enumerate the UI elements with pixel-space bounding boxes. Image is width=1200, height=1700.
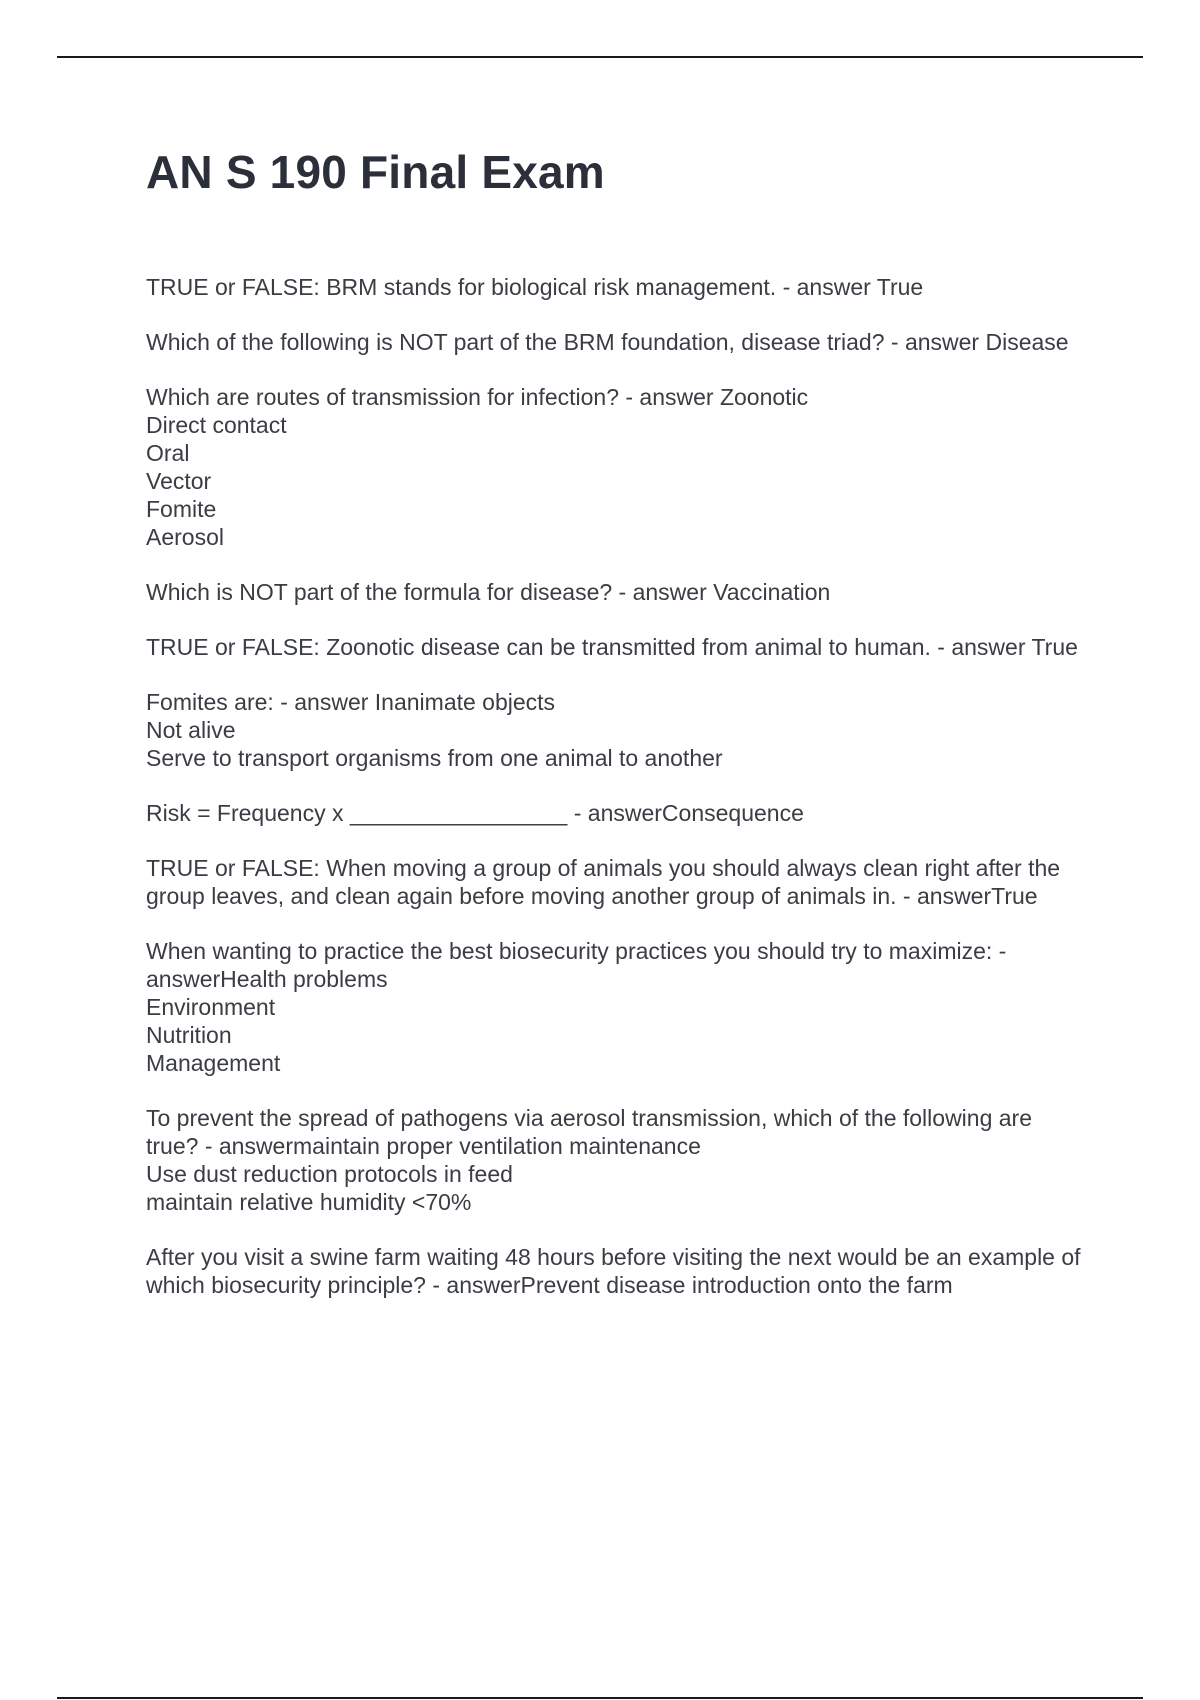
qa-line: maintain relative humidity <70% [146,1189,472,1215]
qa-item [146,383,1086,551]
qa-list [146,273,1086,1299]
qa-line: TRUE or FALSE: When moving a group of animals you should always clean right after the group leaves, and clean again before moving another group of animals in. - answerTrue [146,855,1061,909]
qa-item [146,854,1086,910]
qa-item [146,1243,1086,1299]
qa-line: TRUE or FALSE: Zoonotic disease can be transmitted from animal to human. - answer True [146,634,1078,660]
qa-line: Fomites are: - answer Inanimate objects [146,689,556,715]
qa-line: Management [146,1050,281,1076]
qa-line: Serve to transport organisms from one animal to another [146,745,723,771]
qa-line: Direct contact [146,412,287,438]
qa-line: After you visit a swine farm waiting 48 hours before visiting the next would be an example of which biosecurity principle? - answerPrevent disease introduction onto the farm [146,1244,1081,1298]
page-title: AN S 190 Final Exam [146,146,605,198]
qa-item [146,633,1086,661]
qa-line: Not alive [146,717,236,743]
qa-item [146,937,1086,1077]
qa-line: Which of the following is NOT part of the BRM foundation, disease triad? - answer Disease [146,329,1069,355]
qa-line: Nutrition [146,1022,232,1048]
qa-item [146,578,1086,606]
qa-line: Risk = Frequency x _________________ - answerConsequence [146,800,804,826]
qa-line: Environment [146,994,276,1020]
qa-line: Oral [146,440,190,466]
top-rule [57,56,1143,58]
qa-line: Which are routes of transmission for infection? - answer Zoonotic [146,384,809,410]
qa-item [146,799,1086,827]
qa-line: Fomite [146,496,217,522]
qa-line: To prevent the spread of pathogens via aerosol transmission, which of the following are true? - answermaintain proper ventilation maintenance [146,1105,1033,1159]
qa-line: Use dust reduction protocols in feed [146,1161,513,1187]
qa-line: When wanting to practice the best biosecurity practices you should try to maximize: - answerHealth problems [146,938,1007,992]
qa-item [146,273,1086,301]
qa-item [146,688,1086,772]
qa-line: TRUE or FALSE: BRM stands for biological risk management. - answer True [146,274,924,300]
qa-line: Which is NOT part of the formula for disease? - answer Vaccination [146,579,831,605]
document-body [146,140,1086,1326]
qa-item [146,1104,1086,1216]
bottom-rule [57,1697,1143,1699]
qa-line: Aerosol [146,524,224,550]
qa-item [146,328,1086,356]
qa-line: Vector [146,468,212,494]
